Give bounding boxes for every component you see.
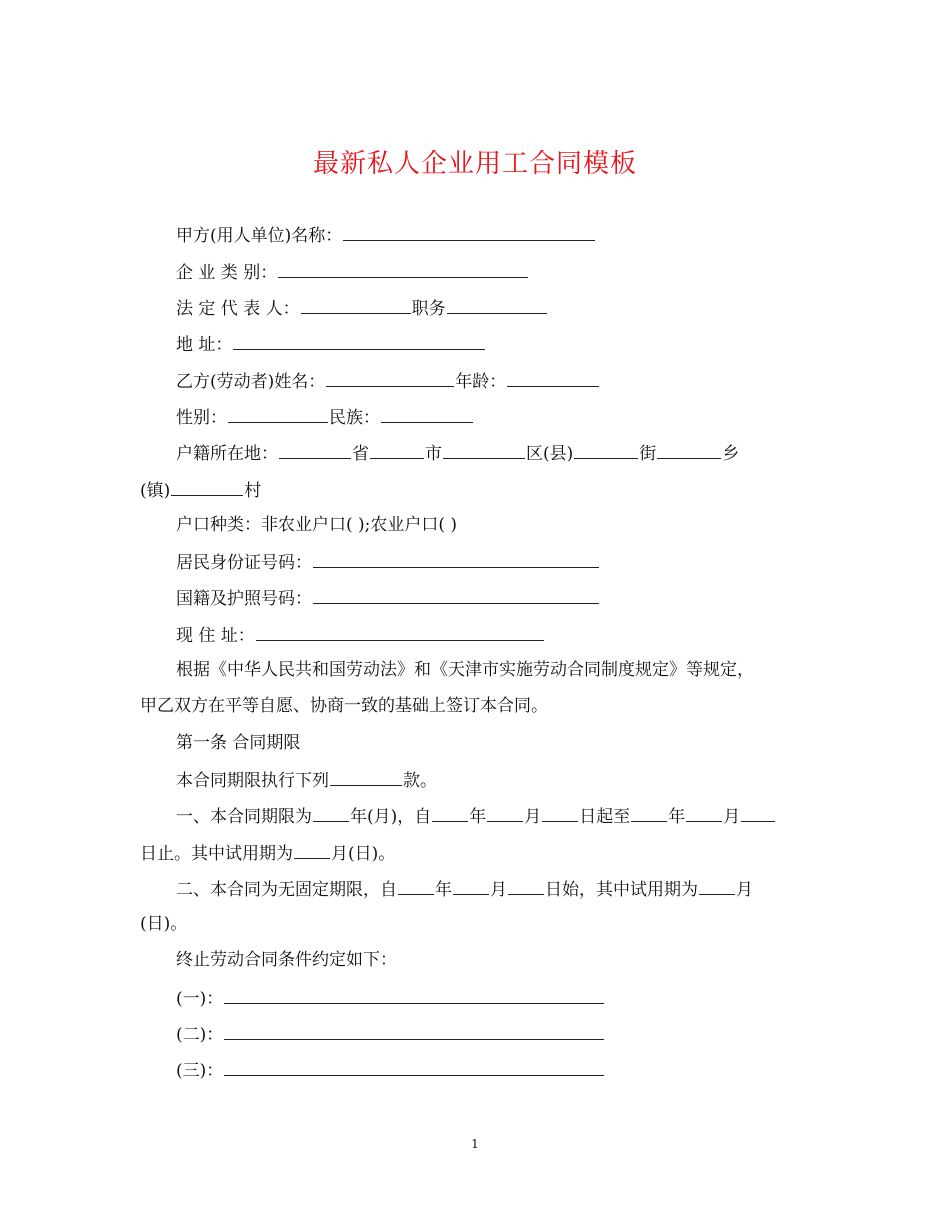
- blank-field[interactable]: [370, 440, 424, 459]
- party-b-line: 乙方(劳动者)姓名： 年龄：: [176, 368, 600, 394]
- basis-line-1: 根据《中华人民共和国劳动法》和《天津市实施劳动合同制度规定》等规定，: [176, 660, 754, 680]
- basis-line-2: 甲乙双方在平等自愿、协商一致的基础上签订本合同。: [140, 696, 548, 716]
- blank-field[interactable]: [443, 440, 525, 459]
- town-line: (镇) 村: [140, 477, 261, 503]
- gender-line: 性别： 民族：: [176, 404, 474, 430]
- page-number: 1: [471, 1137, 479, 1151]
- blank-field[interactable]: [453, 876, 489, 895]
- blank-field[interactable]: [279, 440, 351, 459]
- blank-field[interactable]: [381, 404, 473, 423]
- blank-field[interactable]: [313, 803, 349, 822]
- open-term-line: 二、本合同为无固定期限，自 年 月 日始，其中试用期为 月: [176, 876, 753, 902]
- enterprise-type-line: 企 业 类 别：: [176, 259, 529, 285]
- blank-field[interactable]: [326, 368, 454, 387]
- fixed-term-line-2: 日止。其中试用期为 月(日)。: [140, 840, 395, 866]
- blank-field[interactable]: [542, 803, 578, 822]
- household-line: 户籍所在地： 省 市 区(县) 街 乡: [176, 440, 739, 466]
- blank-field[interactable]: [224, 985, 604, 1004]
- article-1-heading: 第一条 合同期限: [176, 733, 301, 753]
- fixed-term-line: 一、本合同期限为 年(月)，自 年 月 日起至 年 月: [176, 803, 776, 829]
- blank-field[interactable]: [398, 876, 434, 895]
- blank-field[interactable]: [313, 585, 599, 604]
- termination-heading: 终止劳动合同条件约定如下：: [176, 950, 397, 970]
- household-type-line: 户口种类：非农业户口( );农业户口( ): [176, 515, 458, 535]
- document-title: 最新私人企业用工合同模板: [312, 149, 637, 179]
- blank-field[interactable]: [631, 803, 667, 822]
- blank-field[interactable]: [171, 477, 243, 496]
- condition-1: (一)：: [176, 985, 605, 1011]
- condition-2: (二)：: [176, 1021, 605, 1047]
- blank-field[interactable]: [447, 295, 547, 314]
- legal-rep-line: 法 定 代 表 人： 职务: [176, 295, 548, 321]
- blank-field[interactable]: [508, 876, 544, 895]
- blank-field[interactable]: [657, 440, 721, 459]
- blank-field[interactable]: [432, 803, 468, 822]
- term-exec-line: 本合同期限执行下列 款。: [176, 767, 437, 793]
- blank-field[interactable]: [741, 803, 775, 822]
- blank-field[interactable]: [224, 1057, 604, 1076]
- blank-field[interactable]: [228, 404, 328, 423]
- blank-field[interactable]: [330, 767, 402, 786]
- blank-field[interactable]: [487, 803, 523, 822]
- current-address-line: 现 住 址：: [176, 622, 545, 648]
- open-term-line-2: (日)。: [140, 914, 188, 934]
- party-a-line: 甲方(用人单位)名称：: [176, 222, 596, 248]
- blank-field[interactable]: [294, 840, 330, 859]
- blank-field[interactable]: [699, 876, 735, 895]
- address-line: 地 址：: [176, 331, 486, 357]
- id-number-line: 居民身份证号码：: [176, 549, 600, 575]
- blank-field[interactable]: [278, 259, 528, 278]
- blank-field[interactable]: [233, 331, 485, 350]
- condition-3: (三)：: [176, 1057, 605, 1083]
- blank-field[interactable]: [574, 440, 638, 459]
- blank-field[interactable]: [343, 222, 595, 241]
- blank-field[interactable]: [256, 622, 544, 641]
- blank-field[interactable]: [224, 1021, 604, 1040]
- passport-line: 国籍及护照号码：: [176, 585, 600, 611]
- blank-field[interactable]: [313, 549, 599, 568]
- blank-field[interactable]: [301, 295, 411, 314]
- blank-field[interactable]: [507, 368, 599, 387]
- blank-field[interactable]: [686, 803, 722, 822]
